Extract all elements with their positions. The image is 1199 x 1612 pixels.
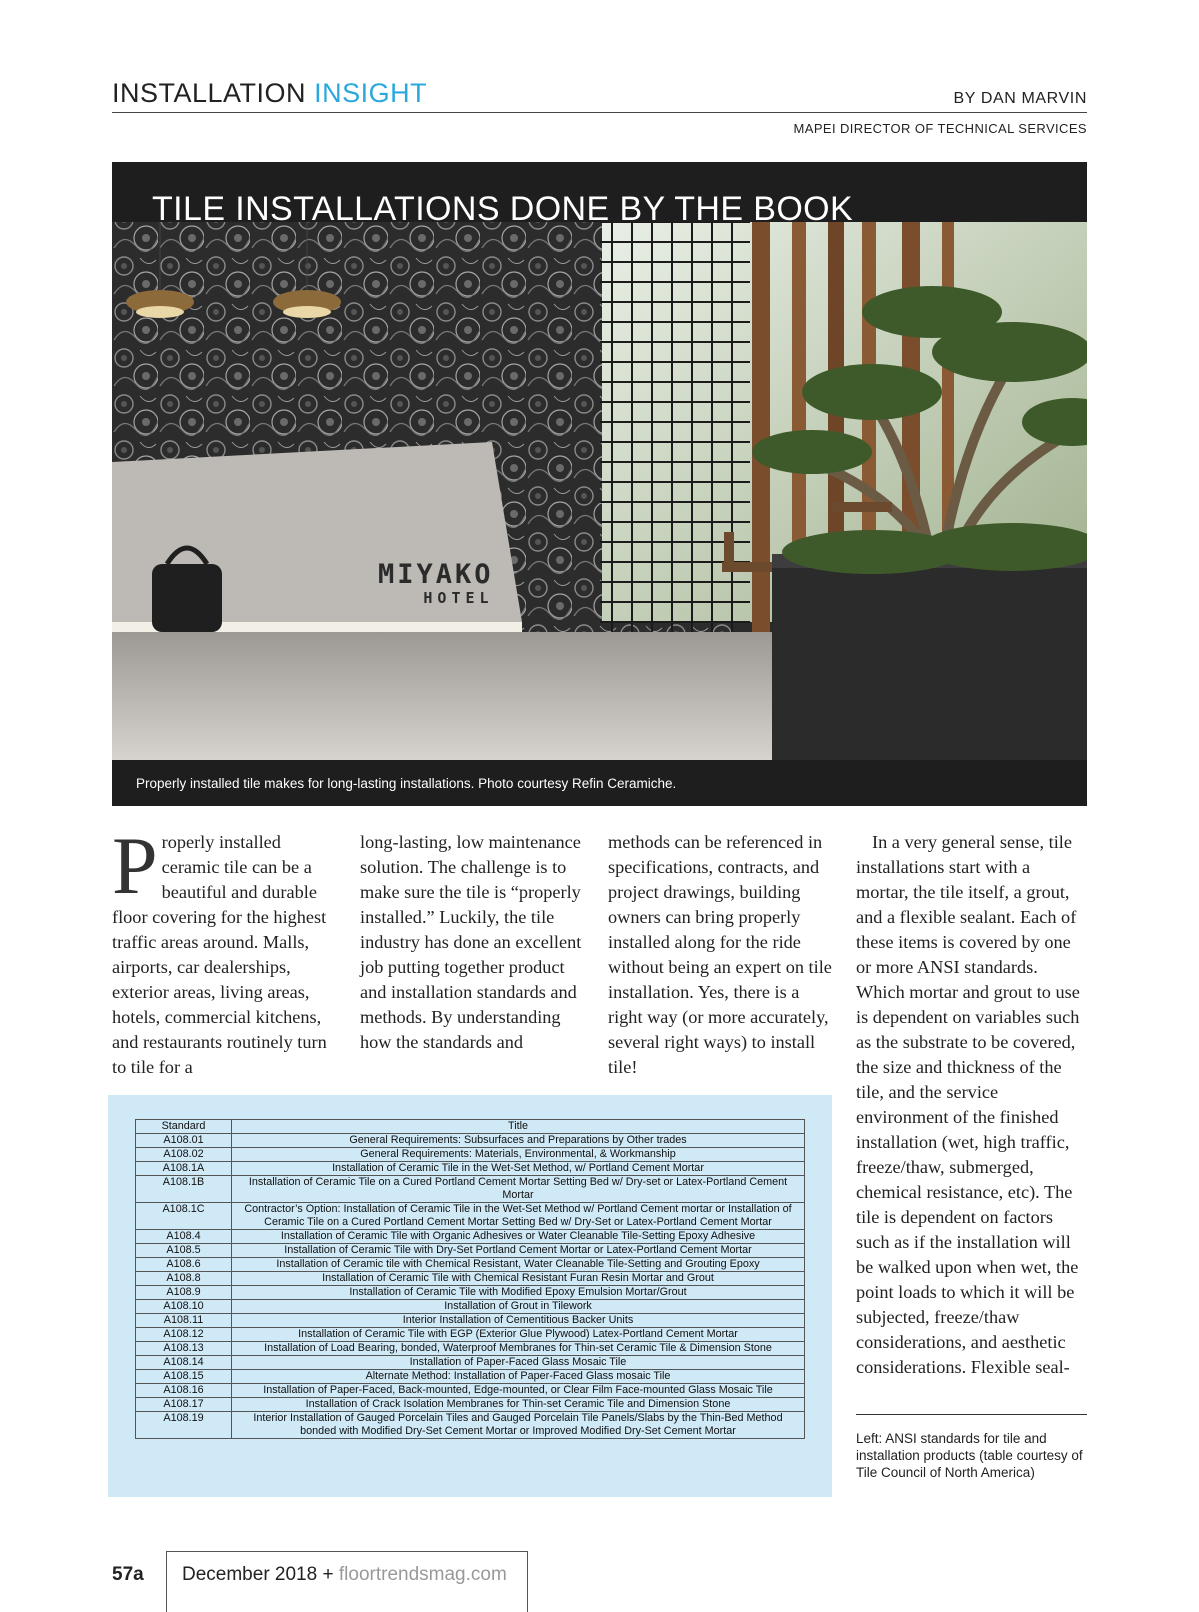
standard-code: A108.15	[136, 1370, 232, 1384]
table-header-row	[136, 1120, 805, 1134]
standard-title: Installation of Ceramic Tile in the Wet-Set Method, w/ Portland Cement Mortar	[232, 1162, 805, 1176]
table-row	[136, 1356, 805, 1370]
standard-code: A108.12	[136, 1328, 232, 1342]
standard-title: Installation of Load Bearing, bonded, Waterproof Membranes for Thin-set Ceramic Tile & Dimension Stone	[232, 1342, 805, 1356]
table-row	[136, 1148, 805, 1162]
article-column-2	[360, 830, 585, 1055]
standard-code: A108.13	[136, 1342, 232, 1356]
standard-code: A108.8	[136, 1272, 232, 1286]
article-column-3	[608, 830, 836, 1080]
standard-code: A108.16	[136, 1384, 232, 1398]
byline: BY DAN MARVIN	[953, 90, 1087, 107]
standard-title: Installation of Paper-Faced Glass Mosaic Tile	[232, 1356, 805, 1370]
section-title-main: INSTALLATION	[112, 78, 307, 108]
standard-code: A108.1B	[136, 1176, 232, 1203]
standard-title: Installation of Ceramic Tile with Dry-Set Portland Cement Mortar or Latex-Portland Cement Mortar	[232, 1244, 805, 1258]
standard-title: Interior Installation of Gauged Porcelain Tiles and Gauged Porcelain Tile Panels/Slabs by the Thin-Bed Method bonded with Modified Dry-Set Cement Mortar or Improved Modified Dry-Set Cement Mortar	[232, 1412, 805, 1439]
issue-date: December 2018	[182, 1564, 318, 1585]
standard-code: A108.17	[136, 1398, 232, 1412]
caption-divider	[856, 1414, 1087, 1415]
hotel-sign-line2: HOTEL	[423, 589, 494, 607]
standard-code: A108.1C	[136, 1203, 232, 1230]
table-row	[136, 1134, 805, 1148]
hotel-sign-line1: MIYAKO	[378, 559, 494, 590]
standard-title: Installation of Ceramic Tile with Modified Epoxy Emulsion Mortar/Grout	[232, 1286, 805, 1300]
standard-title: Contractor’s Option: Installation of Ceramic Tile in the Wet-Set Method w/ Portland Cement mortar or Installation of Ceramic Tile on a Cured Portland Cement Mortar Setting Bed w/ Dry-Set or Latex-Portland Cement Mortar	[232, 1203, 805, 1230]
article-text-2: long-lasting, low maintenance solution. The challenge is to make sure the tile is “properly installed.” Luckily, the tile industry has done an excellent job putting together product and installation standards and methods. By understanding how the standards and	[360, 832, 582, 1052]
footer-separator: +	[322, 1564, 334, 1585]
article-text-1: roperly installed ceramic tile can be a beautiful and durable floor covering for the highest traffic areas around. Malls, airports, car dealerships, exterior areas, living areas, hotels, commercial kitchens, and restaurants routinely turn to tile for a	[112, 832, 327, 1077]
table-row	[136, 1412, 805, 1439]
standards-table-panel	[108, 1095, 832, 1497]
table-row	[136, 1328, 805, 1342]
standard-code: A108.19	[136, 1412, 232, 1439]
page-header	[112, 74, 1087, 114]
article-title: TILE INSTALLATIONS DONE BY THE BOOK	[152, 190, 854, 228]
section-title-accent: INSIGHT	[314, 78, 428, 108]
standard-title: Installation of Ceramic Tile with EGP (Exterior Glue Plywood) Latex-Portland Cement Mortar	[232, 1328, 805, 1342]
footer-issue	[182, 1564, 507, 1586]
table-row	[136, 1258, 805, 1272]
table-header-title: Title	[232, 1120, 805, 1134]
table-row	[136, 1398, 805, 1412]
table-row	[136, 1300, 805, 1314]
standard-title: Installation of Grout in Tilework	[232, 1300, 805, 1314]
standard-title: Installation of Ceramic tile with Chemical Resistant, Water Cleanable Tile-Setting and Grouting Epoxy	[232, 1258, 805, 1272]
page-number: 57a	[112, 1564, 144, 1585]
standard-code: A108.1A	[136, 1162, 232, 1176]
table-row	[136, 1370, 805, 1384]
standard-code: A108.02	[136, 1148, 232, 1162]
table-row	[136, 1384, 805, 1398]
table-row	[136, 1286, 805, 1300]
table-row	[136, 1176, 805, 1203]
article-column-4	[856, 830, 1087, 1380]
standard-title: General Requirements: Subsurfaces and Preparations by Other trades	[232, 1134, 805, 1148]
standard-code: A108.6	[136, 1258, 232, 1272]
standard-title: Installation of Ceramic Tile on a Cured Portland Cement Mortar Setting Bed w/ Dry-set or Latex-Portland Cement Mortar	[232, 1176, 805, 1203]
section-title	[112, 78, 427, 109]
table-row	[136, 1203, 805, 1230]
standard-code: A108.01	[136, 1134, 232, 1148]
standard-code: A108.9	[136, 1286, 232, 1300]
article-column-1	[112, 820, 332, 1080]
table-row	[136, 1230, 805, 1244]
table-header-standard: Standard	[136, 1120, 232, 1134]
hotel-lobby-illustration	[112, 162, 1087, 806]
table-row	[136, 1162, 805, 1176]
standard-title: Installation of Crack Isolation Membranes for Thin-set Ceramic Tile and Dimension Stone	[232, 1398, 805, 1412]
standard-title: Alternate Method: Installation of Paper-Faced Glass mosaic Tile	[232, 1370, 805, 1384]
table-row	[136, 1244, 805, 1258]
standards-table	[135, 1119, 805, 1439]
standard-code: A108.14	[136, 1356, 232, 1370]
hotel-sign	[378, 560, 494, 606]
standard-code: A108.5	[136, 1244, 232, 1258]
standard-title: Installation of Paper-Faced, Back-mounted, Edge-mounted, or Clear Film Face-mounted Glass Mosaic Tile	[232, 1384, 805, 1398]
standard-code: A108.10	[136, 1300, 232, 1314]
standard-title: Installation of Ceramic Tile with Organic Adhesives or Water Cleanable Tile-Setting Epoxy Adhesive	[232, 1230, 805, 1244]
table-row	[136, 1342, 805, 1356]
article-text-4: In a very general sense, tile installations start with a mortar, the tile itself, a grout, and a flexible sealant. Each of these items is covered by one or more ANSI standards. Which mortar and grout to use is dependent on variables such as the substrate to be covered, the size and thickness of the tile, and the service environment of the finished installation (wet, high traffic, freeze/thaw, submerged, chemical resistance, etc). The tile is dependent on factors such as if the installation will be walked upon when wet, the point loads to which it will be subjected, freeze/thaw considerations, and aesthetic considerations. Flexible seal-	[856, 832, 1080, 1377]
standard-title: Installation of Ceramic Tile with Chemical Resistant Furan Resin Mortar and Grout	[232, 1272, 805, 1286]
photo-caption: Properly installed tile makes for long-lasting installations. Photo courtesy Refin Ceramiche.	[112, 760, 1087, 806]
hero-photo	[112, 162, 1087, 806]
header-divider	[112, 112, 1087, 113]
standard-code: A108.4	[136, 1230, 232, 1244]
author-role: MAPEI DIRECTOR OF TECHNICAL SERVICES	[793, 121, 1087, 136]
standard-title: Interior Installation of Cementitious Backer Units	[232, 1314, 805, 1328]
site-name: floortrendsmag.com	[338, 1564, 507, 1585]
drop-cap: P	[112, 820, 158, 911]
article-text-3: methods can be referenced in specifications, contracts, and project drawings, building owners can bring properly installed along for the ride without being an expert on tile installation. Yes, there is a right way (or more accurately, several right ways) to install tile!	[608, 832, 832, 1077]
table-row	[136, 1272, 805, 1286]
standard-code: A108.11	[136, 1314, 232, 1328]
standard-title: General Requirements: Materials, Environmental, & Workmanship	[232, 1148, 805, 1162]
table-caption: Left: ANSI standards for tile and installation products (table courtesy of Tile Council of North America)	[856, 1431, 1083, 1480]
table-row	[136, 1314, 805, 1328]
